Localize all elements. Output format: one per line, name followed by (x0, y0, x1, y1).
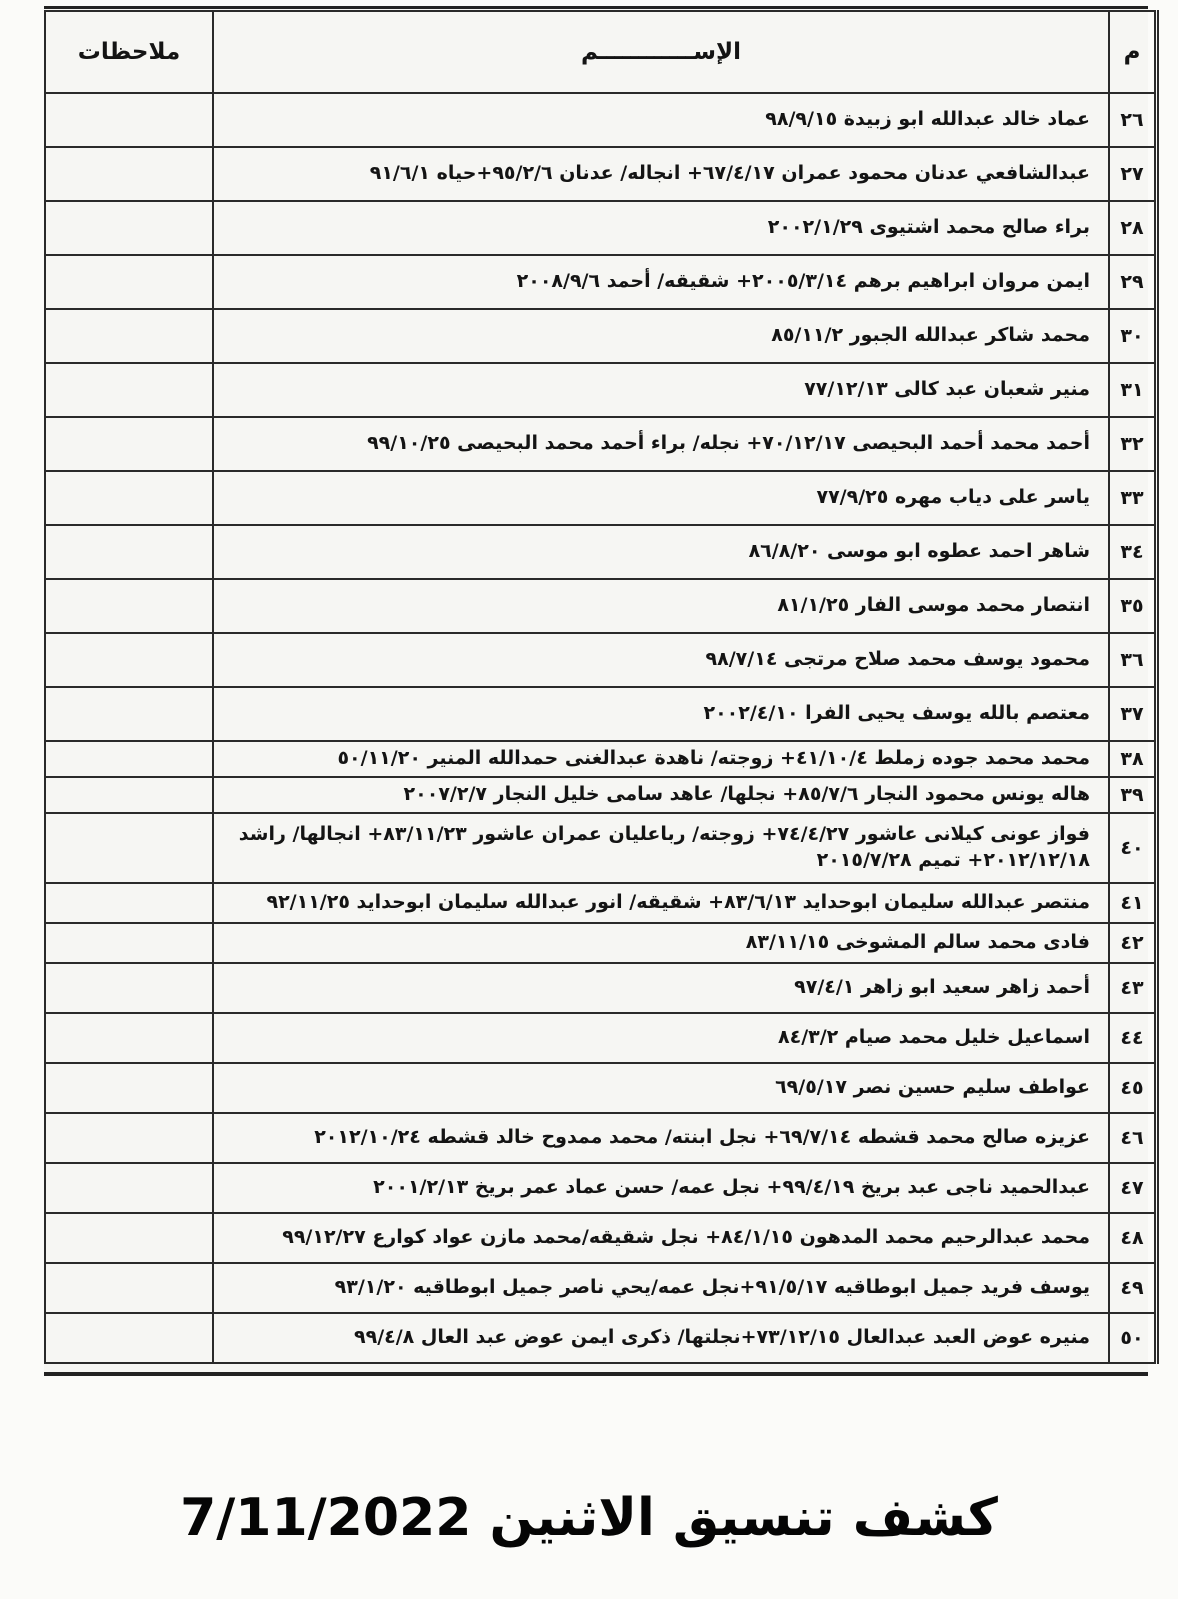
row-name: اسماعيل خليل محمد صيام ٨٤/٣/٢ (213, 1013, 1109, 1063)
table-row (45, 813, 1157, 883)
row-name: محمود يوسف محمد صلاح مرتجى ٩٨/٧/١٤ (213, 633, 1109, 687)
row-notes (45, 1313, 213, 1363)
table-row (45, 883, 1157, 923)
row-notes (45, 777, 213, 813)
row-name: أحمد محمد أحمد البحيصى ٧٠/١٢/١٧+ نجله/ براء أحمد محمد البحيصى ٩٩/١٠/٢٥ (213, 417, 1109, 471)
row-name: محمد عبدالرحيم محمد المدهون ٨٤/١/١٥+ نجل شقيقه/محمد مازن عواد كوارع ٩٩/١٢/٢٧ (213, 1213, 1109, 1263)
row-name: أحمد زاهر سعيد ابو زاهر ٩٧/٤/١ (213, 963, 1109, 1013)
row-number: ٤٥ (1109, 1063, 1157, 1113)
row-notes (45, 963, 213, 1013)
row-name: ياسر على دياب مهره ٧٧/٩/٢٥ (213, 471, 1109, 525)
table-row (45, 147, 1157, 201)
row-notes (45, 93, 213, 147)
row-number: ٢٨ (1109, 201, 1157, 255)
table-row (45, 1063, 1157, 1113)
row-number: ٣٠ (1109, 309, 1157, 363)
table-row (45, 963, 1157, 1013)
row-name: انتصار محمد موسى الفار ٨١/١/٢٥ (213, 579, 1109, 633)
row-number: ٣٩ (1109, 777, 1157, 813)
row-notes (45, 363, 213, 417)
row-number: ٣٣ (1109, 471, 1157, 525)
row-number: ٤٧ (1109, 1163, 1157, 1213)
row-name: محمد شاكر عبدالله الجبور ٨٥/١١/٢ (213, 309, 1109, 363)
row-notes (45, 741, 213, 777)
row-notes (45, 1163, 213, 1213)
row-name: شاهر احمد عطوه ابو موسى ٨٦/٨/٢٠ (213, 525, 1109, 579)
row-number: ٣٤ (1109, 525, 1157, 579)
row-name: منتصر عبدالله سليمان ابوحدايد ٨٣/٦/١٣+ شقيقه/ انور عبدالله سليمان ابوحدايد ٩٢/١١/٢٥ (213, 883, 1109, 923)
row-notes (45, 1013, 213, 1063)
table-row (45, 923, 1157, 963)
row-notes (45, 147, 213, 201)
row-number: ٤٣ (1109, 963, 1157, 1013)
row-number: ٥٠ (1109, 1313, 1157, 1363)
table-row (45, 1213, 1157, 1263)
table-row (45, 579, 1157, 633)
table-body (45, 93, 1157, 1363)
row-name: يوسف فريد جميل ابوطاقيه ٩١/٥/١٧+نجل عمه/يحي ناصر جميل ابوطاقيه ٩٣/١/٢٠ (213, 1263, 1109, 1313)
table-row (45, 309, 1157, 363)
row-notes (45, 633, 213, 687)
row-notes (45, 417, 213, 471)
row-notes (45, 1113, 213, 1163)
row-notes (45, 687, 213, 741)
row-name: معتصم بالله يوسف يحيى الفرا ٢٠٠٢/٤/١٠ (213, 687, 1109, 741)
row-number: ٣٢ (1109, 417, 1157, 471)
row-name: محمد محمد جوده زملط ٤١/١٠/٤+ زوجته/ ناهدة عبدالغنى حمدالله المنير ٥٠/١١/٢٠ (213, 741, 1109, 777)
table-row (45, 471, 1157, 525)
row-name: عماد خالد عبدالله ابو زبيدة ٩٨/٩/١٥ (213, 93, 1109, 147)
page-caption: كشف تنسيق الاثنين 7/11/2022 (180, 1488, 998, 1548)
row-number: ٣٧ (1109, 687, 1157, 741)
row-number: ٢٧ (1109, 147, 1157, 201)
row-notes (45, 883, 213, 923)
names-table (44, 10, 1159, 1364)
row-notes (45, 1213, 213, 1263)
row-name: ايمن مروان ابراهيم برهم ٢٠٠٥/٣/١٤+ شقيقه/ أحمد ٢٠٠٨/٩/٦ (213, 255, 1109, 309)
row-name: فادى محمد سالم المشوخى ٨٣/١١/١٥ (213, 923, 1109, 963)
row-number: ٣١ (1109, 363, 1157, 417)
row-name: عبدالشافعي عدنان محمود عمران ٦٧/٤/١٧+ انجاله/ عدنان ٩٥/٢/٦+حياه ٩١/٦/١ (213, 147, 1109, 201)
table-row (45, 1113, 1157, 1163)
row-number: ٤٠ (1109, 813, 1157, 883)
table-row (45, 1263, 1157, 1313)
row-name: براء صالح محمد اشتيوى ٢٠٠٢/١/٢٩ (213, 201, 1109, 255)
row-notes (45, 471, 213, 525)
row-notes (45, 255, 213, 309)
row-number: ٢٦ (1109, 93, 1157, 147)
table-row (45, 741, 1157, 777)
row-name: عزيزه صالح محمد قشطه ٦٩/٧/١٤+ نجل ابنته/ محمد ممدوح خالد قشطه ٢٠١٢/١٠/٢٤ (213, 1113, 1109, 1163)
row-number: ٣٨ (1109, 741, 1157, 777)
table-header-row (45, 11, 1157, 93)
row-number: ٣٥ (1109, 579, 1157, 633)
table-row (45, 777, 1157, 813)
row-number: ٤٨ (1109, 1213, 1157, 1263)
row-name: هاله يونس محمود النجار ٨٥/٧/٦+ نجلها/ عاهد سامى خليل النجار ٢٠٠٧/٢/٧ (213, 777, 1109, 813)
row-number: ٤٤ (1109, 1013, 1157, 1063)
row-number: ٤٩ (1109, 1263, 1157, 1313)
row-notes (45, 525, 213, 579)
table-row (45, 255, 1157, 309)
table-row (45, 1163, 1157, 1213)
row-number: ٤٦ (1109, 1113, 1157, 1163)
table-row (45, 1013, 1157, 1063)
row-name: عواطف سليم حسين نصر ٦٩/٥/١٧ (213, 1063, 1109, 1113)
table-row (45, 93, 1157, 147)
table-row (45, 201, 1157, 255)
row-number: ٣٦ (1109, 633, 1157, 687)
table-row (45, 1313, 1157, 1363)
row-name: عبدالحميد ناجى عبد بريخ ٩٩/٤/١٩+ نجل عمه/ حسن عماد عمر بريخ ٢٠٠١/٢/١٣ (213, 1163, 1109, 1213)
row-notes (45, 923, 213, 963)
header-name: الإســــــــــــم (213, 11, 1109, 93)
table-row (45, 687, 1157, 741)
table-row (45, 633, 1157, 687)
row-notes (45, 1063, 213, 1113)
row-name: فواز عونى كيلانى عاشور ٧٤/٤/٢٧+ زوجته/ رباعليان عمران عاشور ٨٣/١١/٢٣+ انجالها/ راشد ٢٠١٢/١٢/١٨+ تميم ٢٠١٥/٧/٢٨ (213, 813, 1109, 883)
row-notes (45, 1263, 213, 1313)
row-notes (45, 309, 213, 363)
row-number: ٢٩ (1109, 255, 1157, 309)
row-notes (45, 579, 213, 633)
header-notes: ملاحظات (45, 11, 213, 93)
row-number: ٤١ (1109, 883, 1157, 923)
row-name: منير شعبان عبد كالى ٧٧/١٢/١٣ (213, 363, 1109, 417)
table-row (45, 525, 1157, 579)
row-notes (45, 201, 213, 255)
table-row (45, 417, 1157, 471)
table-row (45, 363, 1157, 417)
row-notes (45, 813, 213, 883)
row-number: ٤٢ (1109, 923, 1157, 963)
header-number: م (1109, 11, 1157, 93)
row-name: منيره عوض العبد عبدالعال ٧٣/١٢/١٥+نجلتها/ ذكرى ايمن عوض عبد العال ٩٩/٤/٨ (213, 1313, 1109, 1363)
